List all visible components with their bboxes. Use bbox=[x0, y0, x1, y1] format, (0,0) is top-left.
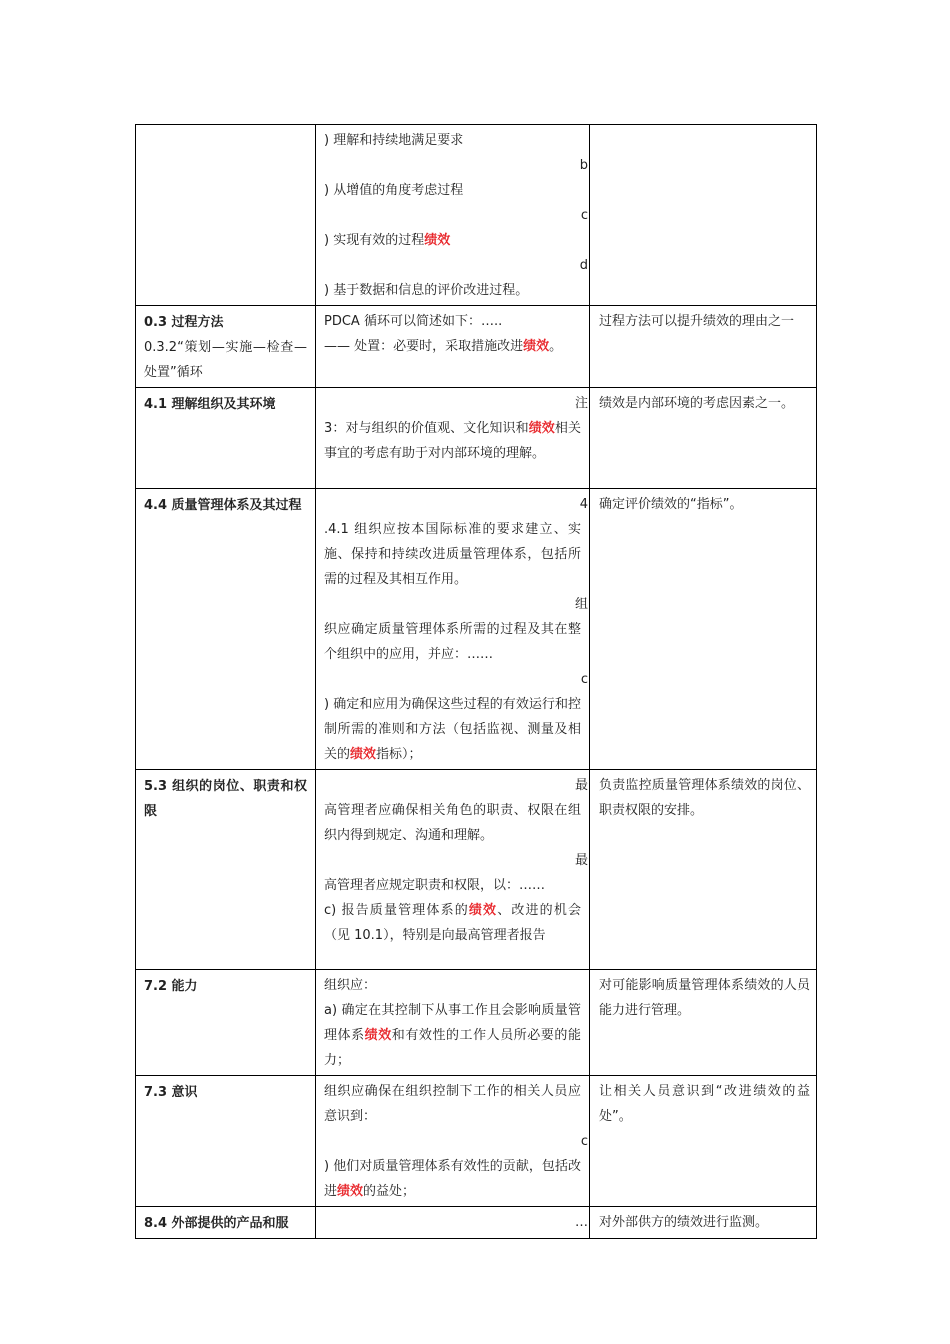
requirement-line: ) 基于数据和信息的评价改进过程。 bbox=[324, 283, 529, 298]
requirement-cell bbox=[316, 388, 590, 489]
note-cell: 绩效是内部环境的考虑因素之一。 bbox=[590, 388, 817, 489]
list-marker: 4 bbox=[579, 497, 588, 512]
highlight-term: 绩效 bbox=[337, 1184, 364, 1199]
clause-cell bbox=[136, 1076, 316, 1207]
highlight-term: 绩效 bbox=[468, 903, 498, 918]
requirement-text: 和有效性的工作人员所必要的能力； bbox=[324, 1028, 581, 1068]
clause-title: 5.3 组织的岗位、职责和权限 bbox=[144, 779, 307, 819]
table-row bbox=[136, 1076, 817, 1207]
requirement-text: 。 bbox=[549, 339, 563, 354]
requirement-cell bbox=[316, 970, 590, 1076]
clause-cell bbox=[136, 770, 316, 970]
note-marker: 注 bbox=[574, 396, 588, 411]
table-row bbox=[136, 489, 817, 770]
list-marker: b bbox=[579, 158, 588, 173]
requirement-line bbox=[324, 692, 588, 767]
highlight-term: 绩效 bbox=[364, 1028, 392, 1043]
highlight-term: 绩效 bbox=[424, 233, 451, 248]
table-row bbox=[136, 770, 817, 970]
requirement-text: 的益处； bbox=[363, 1184, 416, 1199]
requirement-line bbox=[324, 334, 588, 359]
note-cell: 让相关人员意识到“改进绩效的益处”。 bbox=[590, 1076, 817, 1207]
clause-cell bbox=[136, 1207, 316, 1239]
list-marker: c bbox=[580, 1134, 588, 1149]
ellipsis-marker: … bbox=[575, 1215, 588, 1230]
requirement-line: 织应确定质量管理体系所需的过程及其在整个组织中的应用，并应：…… bbox=[324, 622, 581, 662]
requirement-line: 组织应： bbox=[324, 978, 377, 993]
note-cell bbox=[590, 125, 817, 306]
clause-title: 7.2 能力 bbox=[144, 979, 198, 994]
list-marker: c bbox=[580, 672, 588, 687]
list-marker: 最 bbox=[574, 853, 588, 868]
requirement-text: —— 处置：必要时，采取措施改进 bbox=[324, 339, 524, 354]
clause-title: 0.3 过程方法 bbox=[144, 315, 224, 330]
requirement-line bbox=[324, 228, 588, 253]
note-cell: 对外部供方的绩效进行监测。 bbox=[590, 1207, 817, 1239]
requirement-text: 、改进的机会（见 10.1），特别是向最高管理者报告 bbox=[324, 903, 581, 943]
clause-subtitle: 0.3.2“策划—实施—检查—处置”循环 bbox=[144, 340, 307, 380]
requirement-line bbox=[324, 416, 588, 466]
requirement-cell bbox=[316, 306, 590, 388]
table-row bbox=[136, 970, 817, 1076]
table-row bbox=[136, 125, 817, 306]
requirement-text: ) 实现有效的过程 bbox=[324, 233, 425, 248]
clause-cell bbox=[136, 306, 316, 388]
table-row bbox=[136, 1207, 817, 1239]
highlight-term: 绩效 bbox=[350, 747, 377, 762]
requirement-line bbox=[324, 1154, 588, 1204]
requirement-text: 3：对与组织的价值观、文化知识和 bbox=[324, 421, 529, 436]
requirement-text: ) 他们对质量管理体系有效性的贡献，包括改进 bbox=[324, 1159, 581, 1199]
requirement-line: 高管理者应规定职责和权限，以：…… bbox=[324, 878, 546, 893]
clause-cell bbox=[136, 125, 316, 306]
list-marker: 最 bbox=[574, 778, 588, 793]
requirement-cell bbox=[316, 1076, 590, 1207]
requirement-cell bbox=[316, 770, 590, 970]
requirement-line: ) 从增值的角度考虑过程 bbox=[324, 183, 464, 198]
requirement-line: PDCA 循环可以简述如下：….. bbox=[324, 314, 503, 329]
requirement-text: a) 确定在其控制下从事工作且会影响质量管理体系 bbox=[324, 1003, 581, 1043]
note-cell: 对可能影响质量管理体系绩效的人员能力进行管理。 bbox=[590, 970, 817, 1076]
clause-cell bbox=[136, 970, 316, 1076]
clause-cell bbox=[136, 489, 316, 770]
requirement-cell bbox=[316, 1207, 590, 1239]
requirement-line: ) 理解和持续地满足要求 bbox=[324, 133, 464, 148]
note-cell: 过程方法可以提升绩效的理由之一 bbox=[590, 306, 817, 388]
requirement-text: ) 确定和应用为确保这些过程的有效运行和控制所需的准则和方法（包括监视、测量及相关的 bbox=[324, 697, 581, 762]
requirement-text: 相关事宜的考虑有助于对内部环境的理解。 bbox=[324, 421, 581, 461]
clause-title: 4.1 理解组织及其环境 bbox=[144, 397, 276, 412]
requirement-cell bbox=[316, 489, 590, 770]
list-marker: 组 bbox=[574, 597, 588, 612]
clause-title: 7.3 意识 bbox=[144, 1085, 198, 1100]
note-cell: 负责监控质量管理体系绩效的岗位、职责权限的安排。 bbox=[590, 770, 817, 970]
clause-title: 4.4 质量管理体系及其过程 bbox=[144, 498, 302, 513]
requirement-cell bbox=[316, 125, 590, 306]
clause-title: 8.4 外部提供的产品和服 bbox=[144, 1216, 289, 1231]
list-marker: c bbox=[580, 208, 588, 223]
requirement-text: 指标）； bbox=[376, 747, 422, 762]
requirement-line: 高管理者应确保相关角色的职责、权限在组织内得到规定、沟通和理解。 bbox=[324, 803, 581, 843]
table-row bbox=[136, 306, 817, 388]
highlight-term: 绩效 bbox=[528, 421, 555, 436]
table-row bbox=[136, 388, 817, 489]
requirement-line bbox=[324, 898, 588, 948]
highlight-term: 绩效 bbox=[523, 339, 550, 354]
requirement-text: c) 报告质量管理体系的 bbox=[324, 903, 469, 918]
requirement-line: .4.1 组织应按本国际标准的要求建立、实施、保持和持续改进质量管理体系，包括所需的过程及其相互作用。 bbox=[324, 522, 581, 587]
clause-cell bbox=[136, 388, 316, 489]
list-marker: d bbox=[579, 258, 588, 273]
requirement-line bbox=[324, 998, 588, 1073]
clause-table bbox=[135, 124, 817, 1239]
note-cell: 确定评价绩效的“指标”。 bbox=[590, 489, 817, 770]
requirement-line: 组织应确保在组织控制下工作的相关人员应意识到： bbox=[324, 1084, 581, 1124]
